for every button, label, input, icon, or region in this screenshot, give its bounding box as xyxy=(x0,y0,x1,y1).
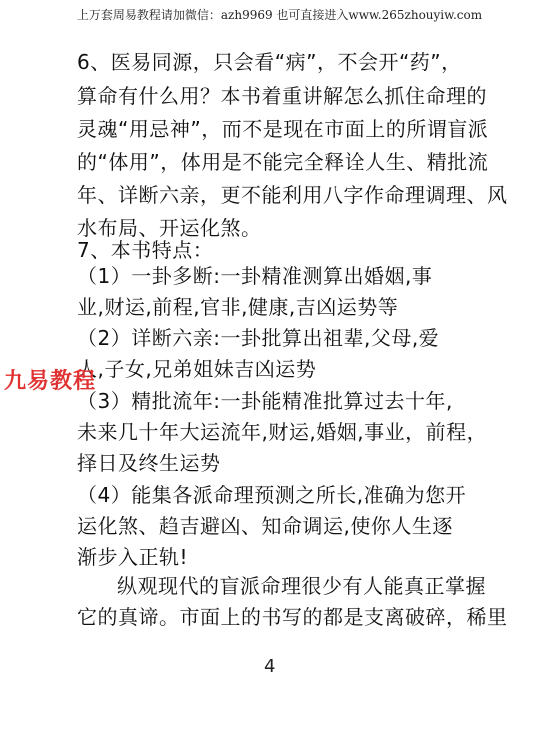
text-line: 择日及终生运势 xyxy=(77,451,221,475)
text-line: 7、本书特点： xyxy=(77,238,214,262)
text-line: （2）详断六亲:一卦批算出祖辈,父母,爱 xyxy=(77,326,440,350)
text-line: 水布局、开运化煞。 xyxy=(77,216,262,240)
text-line: （1）一卦多断:一卦精准测算出婚姻,事 xyxy=(77,264,433,288)
text-line: （4）能集各派命理预测之所长,准确为您开 xyxy=(77,483,467,507)
text-line: （3）精批流年:一卦能精准批算过去十年, xyxy=(77,389,453,413)
text-line: 运化煞、趋吉避凶、知命调运,使你人生逐 xyxy=(77,514,453,538)
page-number: 4 xyxy=(264,656,276,677)
text-line: 未来几十年大运流年,财运,婚姻,事业，前程， xyxy=(77,420,488,444)
text-line: 灵魂“用忌神”，而不是现在市面上的所谓盲派 xyxy=(77,117,489,141)
text-line: 人,子女,兄弟姐妹吉凶运势 xyxy=(77,357,317,381)
text-line: 纵观现代的盲派命理很少有人能真正掌握 xyxy=(117,574,486,598)
watermark-text: 九易教程 xyxy=(4,369,97,394)
text-line: 算命有什么用？本书着重讲解怎么抓住命理的 xyxy=(77,84,487,108)
text-line: 它的真谛。市面上的书写的都是支离破碎，稀里 xyxy=(77,605,508,629)
text-line: 业,财运,前程,官非,健康,吉凶运势等 xyxy=(77,295,399,319)
header-ad-text: 上万套周易教程请加微信：azh9969 也可直接进入www.265zhouyiw.com xyxy=(76,8,483,22)
text-line: 渐步入正轨! xyxy=(77,545,189,569)
text-line: 6、医易同源，只会看“病”，不会开“药”， xyxy=(77,50,462,74)
text-line: 年、详断六亲，更不能利用八字作命理调理、风 xyxy=(77,183,508,207)
text-line: 的“体用”，体用是不能完全释诠人生、精批流 xyxy=(77,150,489,174)
